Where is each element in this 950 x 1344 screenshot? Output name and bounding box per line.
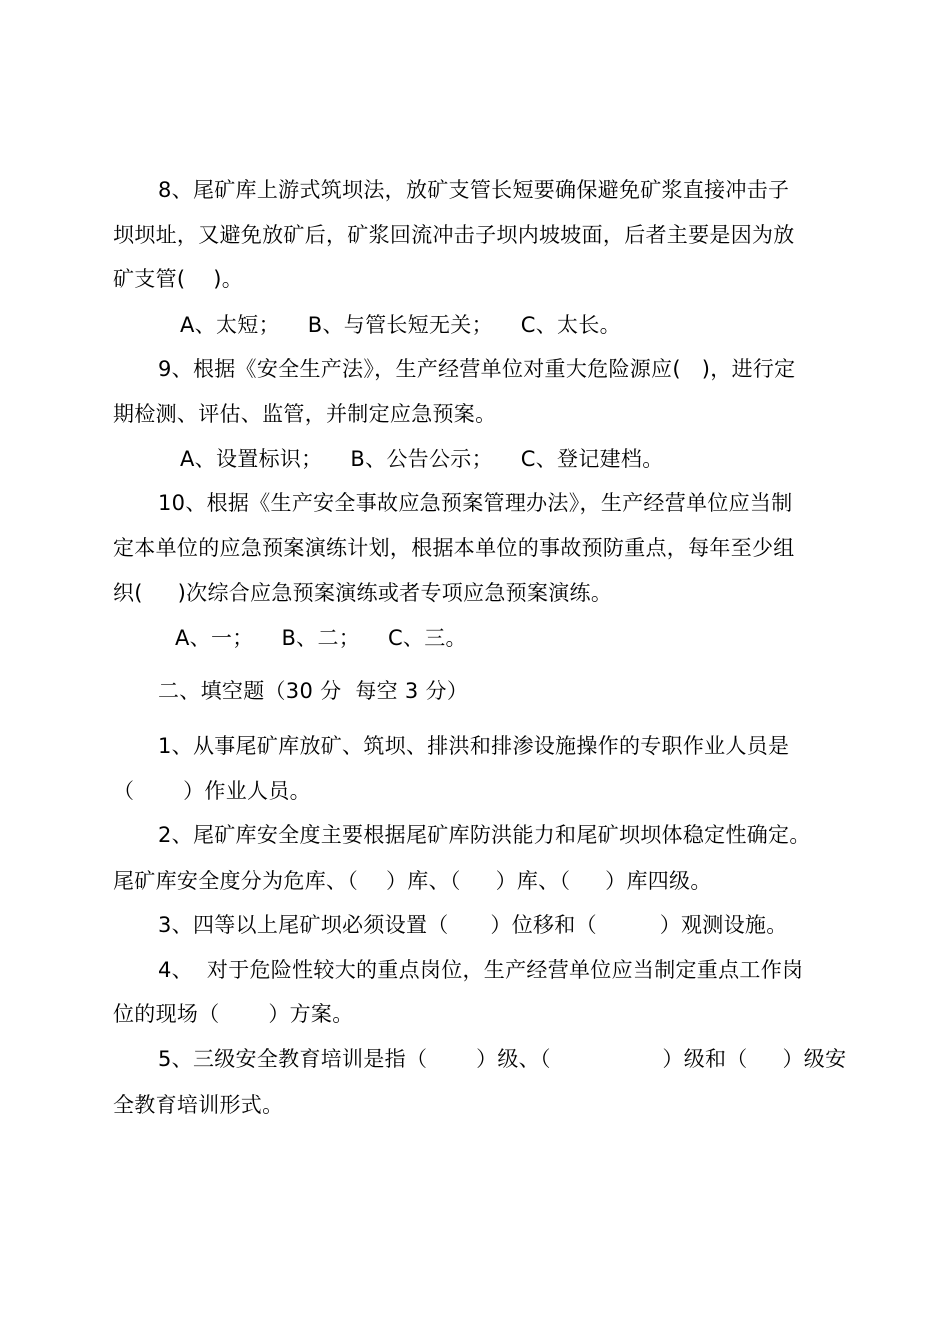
fill5-line-1: 5、三级安全教育培训是指（ ）级、（ ）级和（ ）级安 (158, 1047, 847, 1071)
q8-line-2: 坝坝址，又避免放矿后，矿浆回流冲击子坝内坡坡面，后者主要是因为放 (113, 223, 795, 247)
section-heading-fill-in: 二、填空题（30 分 每空 3 分） (158, 679, 469, 703)
q8-line-1: 8、尾矿库上游式筑坝法，放矿支管长短要确保避免矿浆直接冲击子 (158, 178, 790, 202)
fill2-line-1: 2、尾矿库安全度主要根据尾矿库防洪能力和尾矿坝坝体稳定性确定。 (158, 823, 811, 847)
fill1-line-1: 1、从事尾矿库放矿、筑坝、排洪和排渗设施操作的专职作业人员是 (158, 734, 790, 758)
q9-line-1: 9、根据《安全生产法》，生产经营单位对重大危险源应( )，进行定 (158, 357, 796, 381)
fill3-line-1: 3、四等以上尾矿坝必须设置（ ）位移和（ ）观测设施。 (158, 913, 788, 937)
fill4-line-2: 位的现场（ ）方案。 (113, 1002, 354, 1026)
fill1-line-2: （ ）作业人员。 (113, 779, 311, 803)
q10-line-3: 织( )次综合应急预案演练或者专项应急预案演练。 (113, 581, 613, 605)
q8-options: A、太短； B、与管长短无关； C、太长。 (180, 313, 621, 337)
fill2-line-2: 尾矿库安全度分为危库、（ ）库、（ ）库、（ ）库四级。 (113, 869, 712, 893)
q10-line-2: 定本单位的应急预案演练计划，根据本单位的事故预防重点，每年至少组 (113, 536, 795, 560)
fill5-line-2: 全教育培训形式。 (113, 1093, 284, 1117)
q10-options: A、一； B、二； C、三。 (175, 626, 467, 650)
q9-options: A、设置标识； B、公告公示； C、登记建档。 (180, 447, 664, 471)
fill4-line-1: 4、 对于危险性较大的重点岗位，生产经营单位应当制定重点工作岗 (158, 958, 804, 982)
q10-line-1: 10、根据《生产安全事故应急预案管理办法》，生产经营单位应当制 (158, 491, 793, 515)
q8-line-3: 矿支管( )。 (113, 267, 244, 291)
q9-line-2: 期检测、评估、监管，并制定应急预案。 (113, 402, 497, 426)
